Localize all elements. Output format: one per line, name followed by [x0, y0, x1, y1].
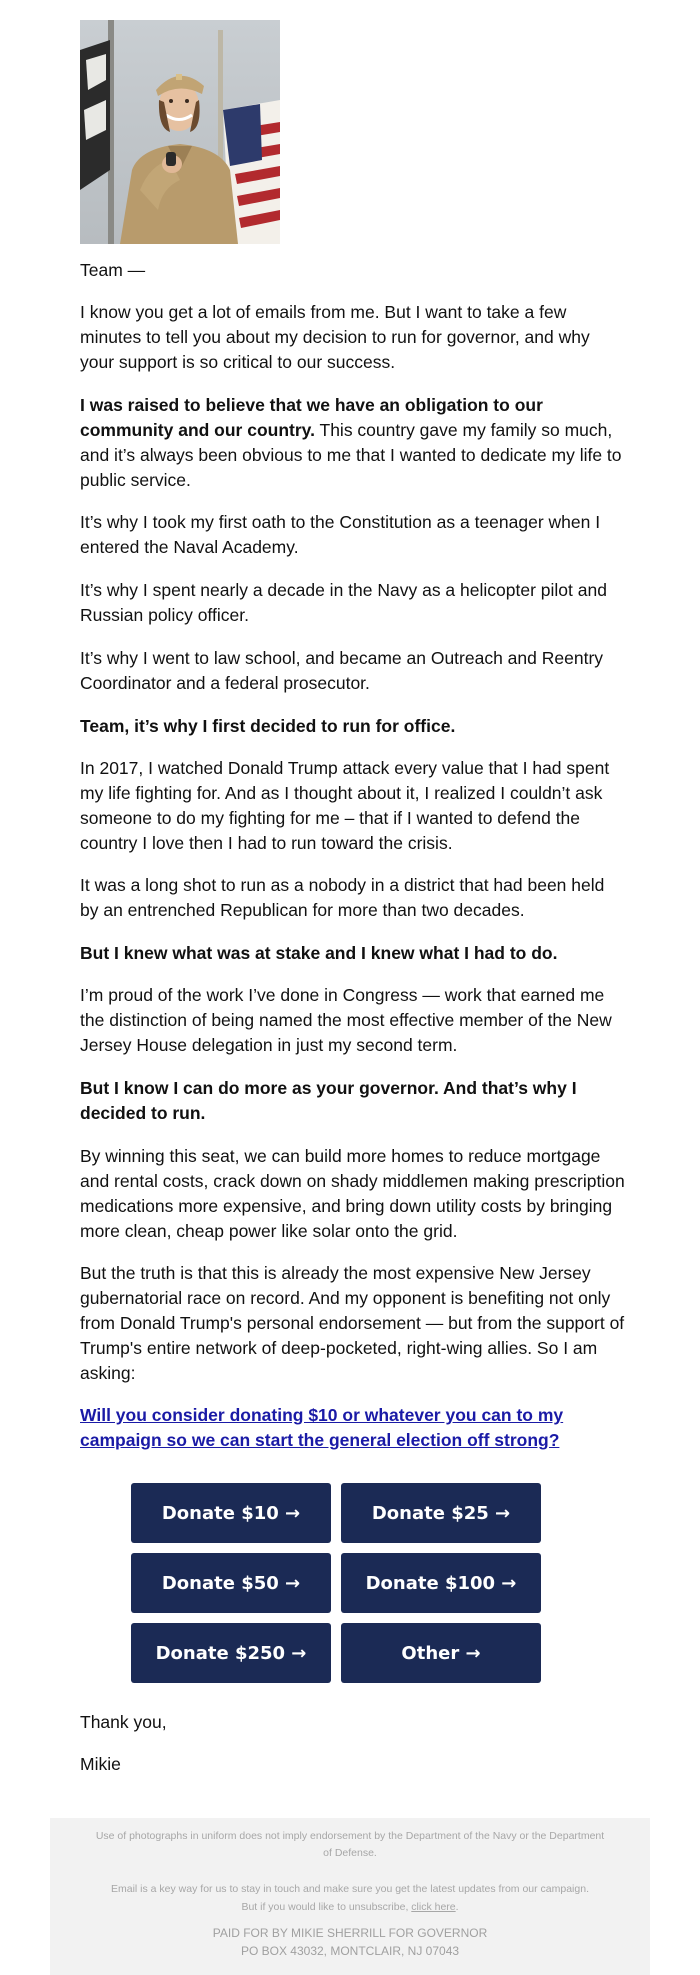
paragraph-congress: I’m proud of the work I’ve done in Congress — work that earned me the distinction of being named the most effective member of the New Jersey House delegation in just my second term. — [80, 985, 612, 1055]
paragraph-2017: In 2017, I watched Donald Trump attack every value that I had spent my life fighting for. And as I thought about it, I realized I couldn’t ask someone to do my fighting for me – that if I wanted to defend the country I love then I had to run toward the crisis. — [80, 758, 610, 853]
footer-unsubscribe-prefix: But if you would like to unsubscribe, — [241, 1901, 412, 1913]
greeting: Team — — [80, 260, 146, 280]
footer-unsubscribe-suffix: . — [455, 1901, 459, 1913]
donate-100-button[interactable]: Donate $100 → — [341, 1553, 541, 1613]
signature: Mikie — [80, 1754, 121, 1774]
unsubscribe-link[interactable]: click here — [411, 1901, 456, 1913]
closing: Thank you, — [80, 1712, 167, 1732]
donate-250-button[interactable]: Donate $250 → — [131, 1623, 331, 1683]
donate-10-button[interactable]: Donate $10 → — [131, 1483, 331, 1543]
paragraph-navy: It’s why I spent nearly a decade in the Navy as a helicopter pilot and Russian policy officer. — [80, 580, 607, 625]
paragraph-obligation — [80, 393, 625, 493]
donate-cta-link[interactable]: Will you consider donating $10 or whatever you can to my campaign so we can start the general election off strong? — [80, 1405, 564, 1450]
paragraph-law-school: It’s why I went to law school, and became an Outreach and Reentry Coordinator and a federal prosecutor. — [80, 648, 604, 693]
paragraph-oath: It’s why I took my first oath to the Constitution as a teenager when I entered the Naval Academy. — [80, 512, 601, 557]
footer-unsubscribe — [90, 1899, 610, 1916]
footer-email-note: Email is a key way for us to stay in touch and make sure you get the latest updates from our campaign. — [111, 1883, 589, 1895]
paragraph-obligation-bold: I was raised to believe that we have an obligation to our community and our country. — [80, 395, 543, 440]
header-photo — [80, 20, 280, 244]
footer — [50, 1818, 650, 1975]
paragraph-intro: I know you get a lot of emails from me. But I want to take a few minutes to tell you about my decision to run for governor, and why your support is so critical to our success. — [80, 302, 590, 372]
donate-50-button[interactable]: Donate $50 → — [131, 1553, 331, 1613]
uniform-photo-illustration — [80, 20, 280, 244]
footer-paid-for: PAID FOR BY MIKIE SHERRILL FOR GOVERNOR — [212, 1926, 488, 1940]
donate-25-button[interactable]: Donate $25 → — [341, 1483, 541, 1543]
paragraph-governor: But I know I can do more as your governor. And that’s why I decided to run. — [80, 1078, 577, 1123]
paragraph-stakes: But I knew what was at stake and I knew what I had to do. — [80, 943, 558, 963]
paragraph-truth: But the truth is that this is already the most expensive New Jersey gubernatorial race on record. And my opponent is benefiting not only from Donald Trump's personal endorsement — but from the support of Trump's entire network of deep-pocketed, right-wing allies. So I am asking: — [80, 1263, 625, 1383]
footer-address: PO BOX 43032, MONTCLAIR, NJ 07043 — [240, 1944, 460, 1958]
donate-other-button[interactable]: Other → — [341, 1623, 541, 1683]
paragraph-winning: By winning this seat, we can build more homes to reduce mortgage and rental costs, crack down on shady middlemen making prescription medications more expensive, and bring down utility costs by bringing more clean, cheap power like solar onto the grid. — [80, 1146, 625, 1241]
paragraph-long-shot: It was a long shot to run as a nobody in a district that had been held by an entrenched Republican for more than two decades. — [80, 875, 605, 920]
footer-disclaimer: Use of photographs in uniform does not imply endorsement by the Department of the Navy or the Department of Defense. — [95, 1830, 605, 1859]
paragraph-first-run: Team, it’s why I first decided to run for office. — [80, 716, 456, 736]
paragraph-obligation-rest: This country gave my family so much, and it’s always been obvious to me that I wanted to dedicate my life to public service. — [80, 420, 622, 490]
